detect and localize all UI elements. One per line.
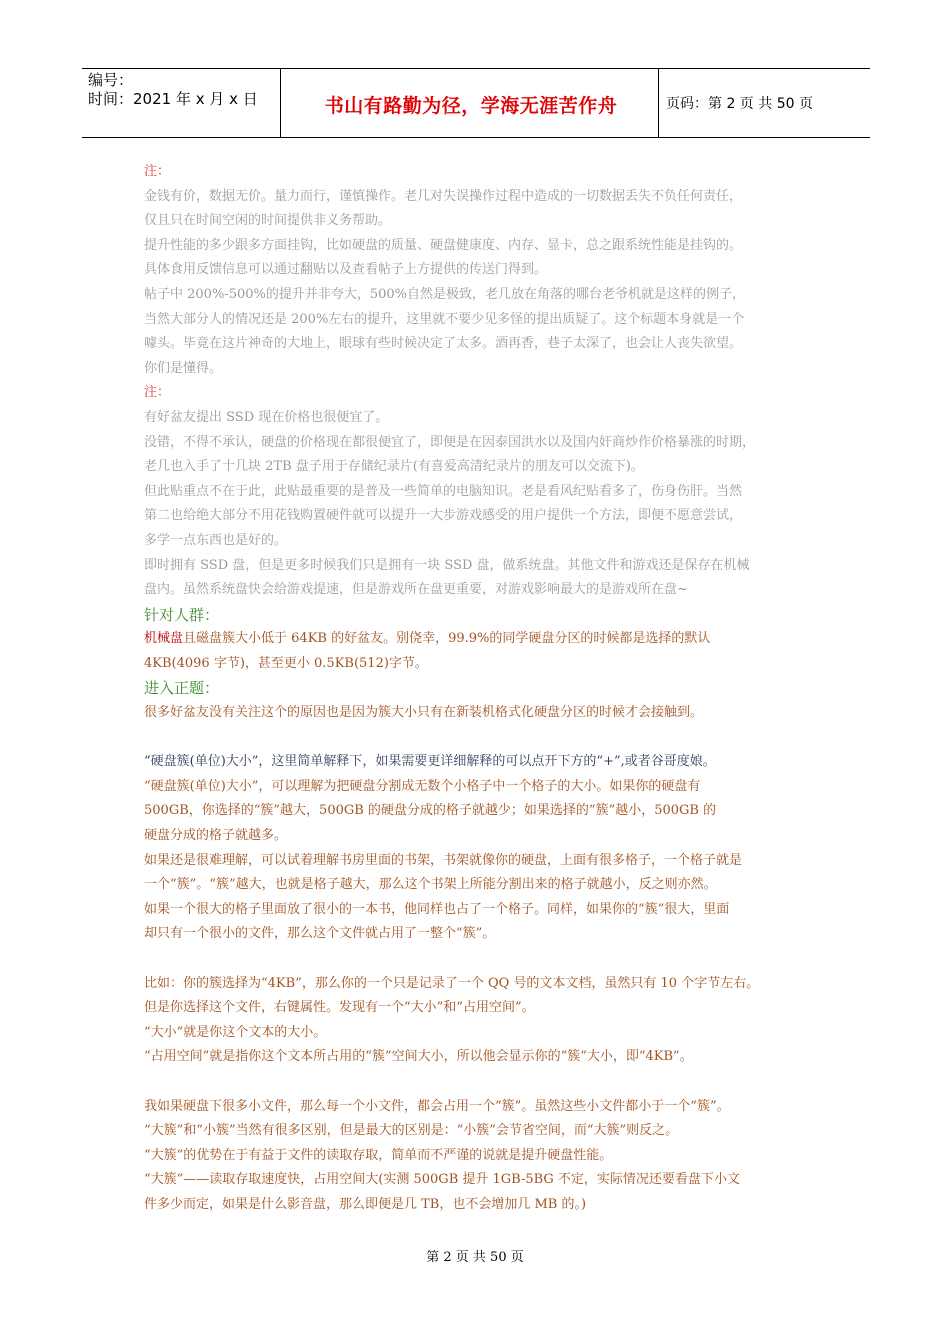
text-line: “占用空间”就是指你这个文本所占用的“簇”空间大小，所以他会显示你的“簇”大小，即“4KB”。 bbox=[144, 1049, 693, 1065]
text-line: 提升性能的多少跟多方面挂钩，比如硬盘的质量、硬盘健康度、内存、显卡，总之跟系统性能是挂钩的。 bbox=[144, 237, 743, 253]
text-line: 仅且只在时间空闲的时间提供非义务帮助。 bbox=[144, 213, 392, 229]
text-line: 当然大部分人的情况还是 200%左右的提升，这里就不要少见多怪的提出质疑了。这个标题本身就是一个 bbox=[144, 311, 745, 327]
header-motto: 书山有路勤为径，学海无涯苦作舟 bbox=[324, 95, 618, 117]
text-line: 金钱有价，数据无价。量力而行，谨慎操作。老几对失误操作过程中造成的一切数据丢失不负任何责任， bbox=[144, 188, 743, 204]
text-line: 盘内。虽然系统盘快会给游戏提速，但是游戏所在盘更重要，对游戏影响最大的是游戏所在盘~ bbox=[144, 582, 688, 598]
text-line: 如果还是很难理解，可以试着理解书房里面的书架，书架就像你的硬盘，上面有很多格子，一个格子就是 bbox=[144, 852, 743, 868]
text-line: “大簇”——读取存取速度快，占用空间大(实测 500GB 提升 1GB-5BG 不定，实际情况还要看盘下小文 bbox=[144, 1172, 740, 1188]
document-number-label: 编号： bbox=[88, 71, 134, 89]
header-page-info: 页码：第 2 页 共 50 页 bbox=[666, 96, 813, 112]
page-header bbox=[82, 68, 870, 138]
section-heading: 针对人群： bbox=[144, 605, 220, 624]
document-body bbox=[144, 160, 824, 1218]
highlight-text: 机械盘 bbox=[144, 631, 184, 647]
text-line: 老几也入手了十几块 2TB 盘子用于存储纪录片(有喜爱高清纪录片的朋友可以交流下)。 bbox=[144, 459, 644, 475]
text-line: 但是你选择这个文件，右键属性。发现有一个“大小”和“占用空间”。 bbox=[144, 1000, 535, 1016]
text-line: “硬盘簇(单位)大小”，可以理解为把硬盘分割成无数个小格子中一个格子的大小。如果你的硬盘有 bbox=[144, 778, 701, 794]
text-line: 如果一个很大的格子里面放了很小的一本书，他同样也占了一个格子。同样，如果你的“簇”很大，里面 bbox=[144, 901, 730, 917]
page-footer: 第 2 页 共 50 页 bbox=[426, 1250, 524, 1265]
section-heading: 进入正题： bbox=[144, 679, 220, 698]
text-line: 你们是懂得。 bbox=[144, 360, 223, 376]
note-title: 注： bbox=[144, 385, 171, 401]
text-span: 且磁盘簇大小低于 64KB 的好盆友。别侥幸，99.9%的同学硬盘分区的时候都是选择的默认 bbox=[183, 631, 711, 647]
text-line: 但此贴重点不在于此，此贴最重要的是普及一些简单的电脑知识。老是看风纪贴看多了，伤身伤肝。当然 bbox=[144, 483, 743, 499]
text-line bbox=[144, 627, 824, 652]
text-line: 第二也给绝大部分不用花钱购置硬件就可以提升一大步游戏感受的用户提供一个方法，即便不愿意尝试， bbox=[144, 508, 743, 524]
text-line: 多学一点东西也是好的。 bbox=[144, 532, 288, 548]
text-line: 没错，不得不承认，硬盘的价格现在都很便宜了，即便是在因泰国洪水以及国内奸商炒作价格暴涨的时期， bbox=[144, 434, 756, 450]
text-line: “硬盘簇(单位)大小”，这里简单解释下，如果需要更详细解释的可以点开下方的“+”,或者谷哥度娘。 bbox=[144, 754, 716, 770]
text-line: 比如：你的簇选择为“4KB”，那么你的一个只是记录了一个 QQ 号的文本文档，虽然只有 10 个字节左右。 bbox=[144, 975, 760, 991]
text-line: 帖子中 200%-500%的提升并非夸大，500%自然是极致，老几放在角落的哪台老爷机就是这样的例子， bbox=[144, 286, 746, 302]
text-line: 有好盆友提出 SSD 现在价格也很便宜了。 bbox=[144, 409, 389, 425]
text-line: 却只有一个很小的文件，那么这个文件就占用了一整个“簇”。 bbox=[144, 926, 496, 942]
text-line: 件多少而定，如果是什么影音盘，那么即便是几 TB，也不会增加几 MB 的。) bbox=[144, 1196, 587, 1212]
text-line: 很多好盆友没有关注这个的原因也是因为簇大小只有在新装机格式化硬盘分区的时候才会接触到。 bbox=[144, 705, 704, 721]
text-line: 即时拥有 SSD 盘，但是更多时候我们只是拥有一块 SSD 盘，做系统盘。其他文件和游戏还是保存在机械 bbox=[144, 557, 750, 573]
text-line: 500GB，你选择的“簇”越大，500GB 的硬盘分成的格子就越少；如果选择的“簇”越小，500GB 的 bbox=[144, 803, 717, 819]
header-divider bbox=[280, 69, 281, 137]
text-line: 硬盘分成的格子就越多。 bbox=[144, 828, 288, 844]
note-title: 注： bbox=[144, 164, 171, 179]
header-left-cell bbox=[88, 71, 258, 109]
text-line: “大簇”和“小簇”当然有很多区别，但是最大的区别是：“小簇”会节省空间，而“大簇”则反之。 bbox=[144, 1123, 679, 1139]
text-line: 具体食用反馈信息可以通过翻贴以及查看帖子上方提供的传送门得到。 bbox=[144, 262, 548, 278]
document-date: 时间：2021 年 x 月 x 日 bbox=[88, 90, 258, 108]
text-line: 一个“簇”。“簇”越大，也就是格子越大，那么这个书架上所能分割出来的格子就越小，反之则亦然。 bbox=[144, 877, 717, 893]
text-line: 我如果硬盘下很多小文件，那么每一个小文件，都会占用一个“簇”。虽然这些小文件都小于一个“簇”。 bbox=[144, 1098, 730, 1114]
text-line: “大簇”的优势在于有益于文件的读取存取，简单而不严谨的说就是提升硬盘性能。 bbox=[144, 1147, 613, 1163]
text-line: 4KB(4096 字节)，甚至更小 0.5KB(512)字节。 bbox=[144, 655, 428, 671]
text-line: 噱头。毕竟在这片神奇的大地上，眼球有些时候决定了太多。酒再香，巷子太深了，也会让人丧失欲望。 bbox=[144, 336, 743, 352]
text-line: “大小”就是你这个文本的大小。 bbox=[144, 1024, 327, 1040]
